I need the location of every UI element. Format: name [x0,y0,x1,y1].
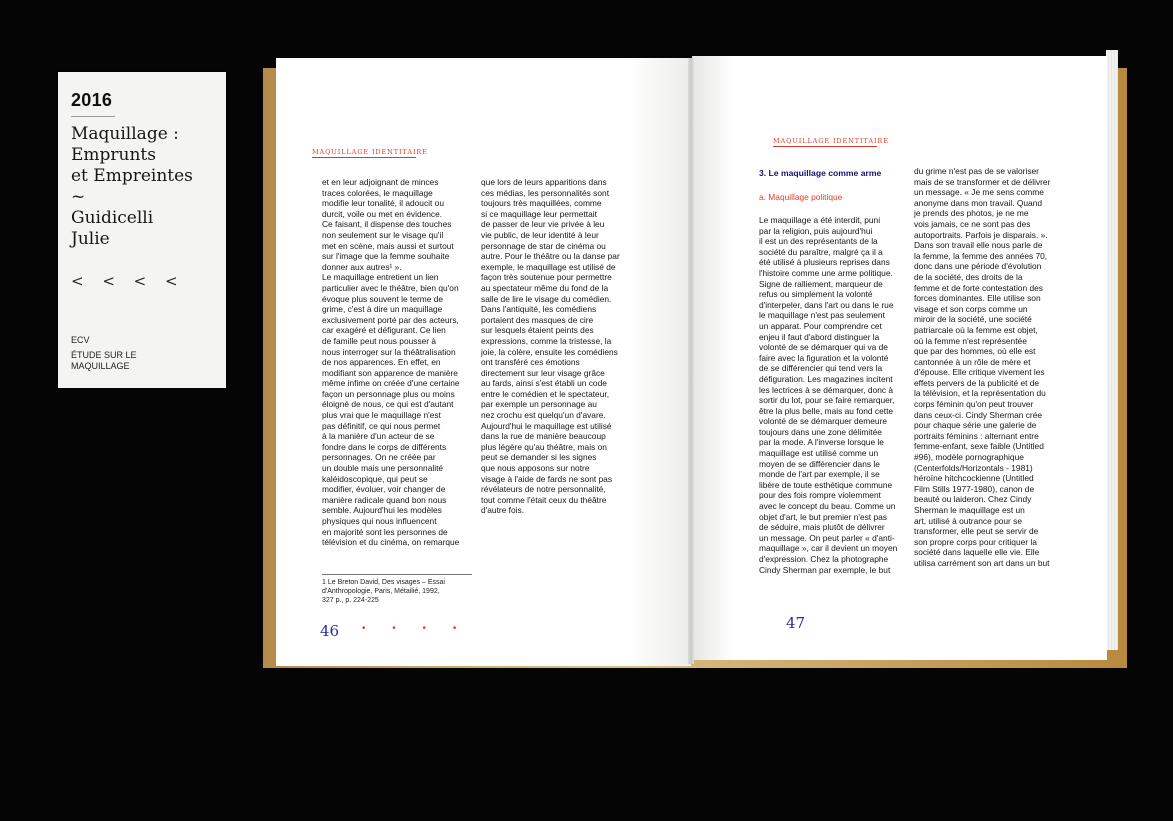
card-arrows: < < < < [71,272,185,290]
text-line: Film Stills 1977-1980), canon de [914,483,1035,494]
page-number-left: 46 [320,622,340,640]
text-line: entre le comédien et le spectateur, [481,388,610,399]
text-line: évoque plus souvent le terme de [322,293,444,304]
text-line: moyen de se différencier dans le [759,458,880,469]
text-line: de séduire, mais plutôt de délivrer [759,522,885,533]
text-line: où la femme n'est représentée [914,335,1027,346]
text-line: refus ou simplement la volonté [759,289,873,300]
text-line: transformer, elle peut se servir de [914,526,1039,537]
card-title-line: ~ [71,187,86,207]
text-line: cantonnée à un rôle de mère et [914,356,1031,367]
text-line: Le maquillage entretient un lien [322,272,439,283]
text-line: exemple, le maquillage est utilisé de [481,261,616,272]
text-line: façon un personnage plus ou moins [322,388,455,399]
text-line: pour chaque série une galerie de [914,420,1037,431]
left-running-header: MAQUILLAGE IDENTITAIRE [312,148,428,156]
text-line: pas définitif, ce qui nous permet [322,420,441,431]
text-line: corps féminin qu'on peut trouver [914,399,1034,410]
text-line: modifie leur tonalité, il adoucit ou [322,198,444,209]
text-line: un double mais une personnalité [322,463,444,474]
text-line: personnage de star de cinéma ou [481,240,606,251]
text-line: au fards, ainsi s'est établi un code [481,378,607,389]
text-line: ces médias, les personnalités sont [481,187,610,198]
text-line: particulier avec le théâtre, bien qu'on [322,282,459,293]
text-line: ont transféré ces émotions [481,357,580,368]
text-line: femme-enfant, sexe faible (Untitled [914,441,1044,452]
text-line: visage à l'aide de fards ne sont pas [481,473,613,484]
text-line: portraits féminins : alternant entre [914,430,1039,441]
text-line: volonté de se démarquer demeure [759,416,888,427]
text-line: libère de toute esthétique commune [759,479,893,490]
text-line: été utilisé à plusieurs reprises dans [759,257,890,268]
text-line: d'épouse. Elle critique vivement les [914,367,1045,378]
text-line: sur lesquels étaient peints des [481,325,594,336]
text-line: et en leur adjoignant de minces [322,177,439,187]
text-line: non seulement sur le visage qu'il [322,229,444,240]
text-line: expressions, comme la tristesse, la [481,335,612,346]
text-line: beauté ou laideron. Chez Cindy [914,494,1032,505]
footnote [322,578,445,605]
book-gutter [688,58,694,664]
text-line: objet d'art, le but premier n'est pas [759,511,887,522]
text-line: physiques qui nous influencent [322,516,437,526]
card-title-line: Maquillage : [71,124,179,144]
text-line: femme et de forte contestation des [914,282,1043,293]
text-line: semble. Aujourd'hui les modèles [322,505,442,516]
text-line: sortir du lot, pour se faire remarquer, [759,395,895,406]
text-line: joie, la colère, ensuite les comédiens [481,346,618,357]
left-page-column-2 [481,177,620,516]
card-year: 2016 [71,90,113,110]
card-school: ECV [71,335,90,345]
text-line: par la religion, puis aujourd'hui [759,225,873,236]
text-line: révélateurs de notre personnalité, [481,484,606,495]
text-line: Le maquillage a été interdit, puni [759,215,881,225]
text-line: que nous apposons sur notre [481,463,590,474]
text-line: défiguration. Les magazines incitent [759,373,893,384]
card-divider [71,116,115,117]
text-line: maquillage », car il devient un moyen [759,543,898,554]
text-line: d'expression. Chez la photographe [759,554,889,564]
text-line: peut se demander si les signes [481,452,597,463]
text-line: autre. Pour le théâtre ou la danse par [481,251,620,262]
text-line: je prends des photos, je ne me [914,208,1029,219]
text-line: volonté de se démarquer qui va de [759,342,888,353]
text-line: avec le concept du beau. Comme un [759,501,896,512]
text-line: si ce maquillage leur permettait [481,208,597,219]
text-line: exclusivement porté par des acteurs, [322,314,459,325]
text-line: pour des fois rompre violemment [759,490,881,501]
text-line: directement sur leur visage grâce [481,367,605,378]
text-line: traces colorées, le maquillage [322,187,433,198]
text-line: de nos apparences. En effet, en [322,357,441,368]
text-line: plus légère qu'au théâtre, mais on [481,441,607,452]
text-line: Signe de ralliement, marqueur de [759,278,883,289]
text-line: Dans l'antiquité, les comédiens [481,304,597,315]
text-line: tout comme l'était ceux du théâtre [481,494,607,505]
text-line: d'autre fois. [481,505,525,516]
text-line: #96), modèle pornographique [914,452,1024,463]
text-line: au spectateur même du fond de la [481,282,609,293]
text-line: donc dans une période d'évolution [914,261,1042,272]
text-line: met en scène, mais aussi et surtout [322,240,454,251]
text-line: miroir de la société, une société [914,314,1032,325]
text-line: car exagéré et défigurant. Ce lien [322,325,446,336]
subsection-title: a. Maquillage politique [759,192,843,202]
text-line: modifiant son apparence de manière [322,367,458,378]
text-line: dans la rue de manière beaucoup [481,431,606,442]
text-line: plus vrai que le maquillage n'est [322,410,441,421]
text-line: toujours dans une zone délimitée [759,426,882,437]
text-line: maquillage est utilisé comme un [759,448,879,459]
text-line: l'histoire comme une arme politique. [759,267,893,278]
text-line: Cindy Sherman par exemple, le but [759,564,891,575]
text-line: les lectrices à se démarquer, donc à [759,384,894,395]
card-title-line: et Empreintes [71,166,193,186]
page-dots: • • • • [362,623,469,634]
text-line: forces dominantes. Elle utilise son [914,293,1041,304]
text-line: du grime n'est pas de se valoriser [914,166,1039,176]
text-line: un message. « Je me sens comme [914,187,1044,198]
text-line: de se différencier qui tend vers la [759,363,883,374]
text-line: être la plus belle, mais au fond cette [759,405,894,416]
text-line: par la mode. A l'inverse lorsque le [759,437,884,448]
text-line: héroïne hitchcockienne (Untitled [914,473,1034,484]
text-line: mais de se transformer et de délivrer [914,176,1051,187]
footnote-line: 1 Le Breton David, Des visages – Essai [322,579,445,586]
text-line: de passer de leur vie privée à leu [481,219,605,230]
right-running-header: MAQUILLAGE IDENTITAIRE [773,137,889,145]
text-line: visage et son corps comme un [914,303,1028,314]
text-line: autoportraits. Parfois je disparais. ». [914,229,1048,240]
text-line: vie public, de leur identité à leur [481,229,599,240]
text-line: que lors de leurs apparitions dans [481,177,607,187]
footnote-line: d'Anthropologie, Paris, Métailié, 1992, [322,588,440,595]
text-line: de la société, des droits de la [914,271,1023,282]
text-line: Dans son travail elle nous parle de [914,240,1043,251]
text-line: faire avec la figuration et la volonté [759,352,889,363]
text-line: kaléidoscopique, qui peut se [322,473,428,484]
text-line: façon très soutenue pour permettre [481,272,612,283]
card-title-line: Emprunts [71,145,156,165]
text-line: fondre dans le corps de différents [322,441,447,452]
text-line: grime, c'est à dire un maquillage [322,304,443,315]
text-line: Ce faisant, il dispense des touches [322,219,452,230]
text-line: toujours très maquillées, comme [481,198,602,209]
text-line: un apparat. Pour comprendre cet [759,320,882,331]
text-line: donner aux autres¹ ». [322,261,402,272]
text-line: nez crochu est quelqu'un d'avare. [481,410,606,421]
text-line: portaient des masques de cire [481,314,594,325]
text-line: monde de l'art par exemple, il se [759,469,880,480]
text-line: enjeu il faut d'abord distinguer la [759,331,880,342]
right-page-column-2 [914,166,1050,569]
text-line: à la manière d'un acteur de se [322,431,435,442]
text-line: la télévision, et la représentation du [914,388,1046,399]
card-title [71,124,193,250]
text-line: même infime on créée d'une certaine [322,378,460,389]
left-page-column-1 [322,177,460,548]
text-line: durcit, voile ou met en évidence. [322,208,443,219]
text-line: Aujourd'hui le maquillage est utilisé [481,420,612,431]
right-page-column-1 [759,215,897,575]
text-line: modifier, évoluer, voir changer de [322,484,446,495]
text-line: art, utilisé à outrance pour se [914,515,1023,526]
text-line: télévision et du cinéma, on remarque [322,537,460,548]
text-line: d'interpeler, dans l'art ou dans le rue [759,299,894,310]
text-line: anonyme dans mon travail. Quand [914,197,1043,208]
text-line: vois jamais, ce ne sont pas des [914,218,1031,229]
text-line: salle de lire le visage du comédien. [481,293,612,304]
info-card [58,72,226,388]
text-line: Sherman le maquillage est un [914,505,1025,515]
text-line: personnages. On ne créée par [322,452,436,463]
text-line: (Centerfolds/Horizontals - 1981) [914,462,1033,473]
text-line: patriarcale où la femme est objet, [914,324,1038,335]
text-line: le maquillage n'est pas seulement [759,310,885,321]
text-line: par exemple un personnage au [481,399,597,410]
text-line: un message. On peut parler « d'anti- [759,532,895,543]
text-line: la femme, la femme des années 70, [914,250,1048,261]
page-number-right: 47 [786,614,806,632]
text-line: sur l'image que la femme souhaite [322,251,450,262]
left-header-rule [312,157,416,158]
text-line: société du paraître, malgré ça il a [759,246,883,257]
text-line: société dans laquelle elle vie. Elle [914,547,1040,558]
text-line: éloigné de nous, ce qui est d'autant [322,399,454,410]
page-edges [1106,50,1118,650]
text-line: il est un des représentants de la [759,236,878,247]
text-line: manière radicale quand bon nous [322,494,447,505]
text-line: effets pervers de la publicité et de [914,377,1040,388]
section-title: 3. Le maquillage comme arme [759,168,882,178]
card-subject: ÉTUDE SUR LE MAQUILLAGE [71,350,137,371]
card-title-line: Julie [71,229,110,249]
footnote-line: 327 p., p. 224-225 [322,597,379,604]
text-line: en majorité sont les personnes de [322,526,448,537]
text-line: que par des hommes, où elle est [914,346,1036,357]
text-line: nous interroger sur la théâtralisation [322,346,456,357]
text-line: utilisa carrément son art dans un but [914,557,1050,568]
text-line: son propre corps pour critiquer la [914,536,1037,547]
text-line: de famille peut nous pousser à [322,335,437,346]
card-title-line: Guidicelli [71,208,154,228]
footnote-rule [322,574,472,575]
text-line: dans ceux-ci. Cindy Sherman crée [914,409,1043,420]
right-header-rule [773,146,877,147]
